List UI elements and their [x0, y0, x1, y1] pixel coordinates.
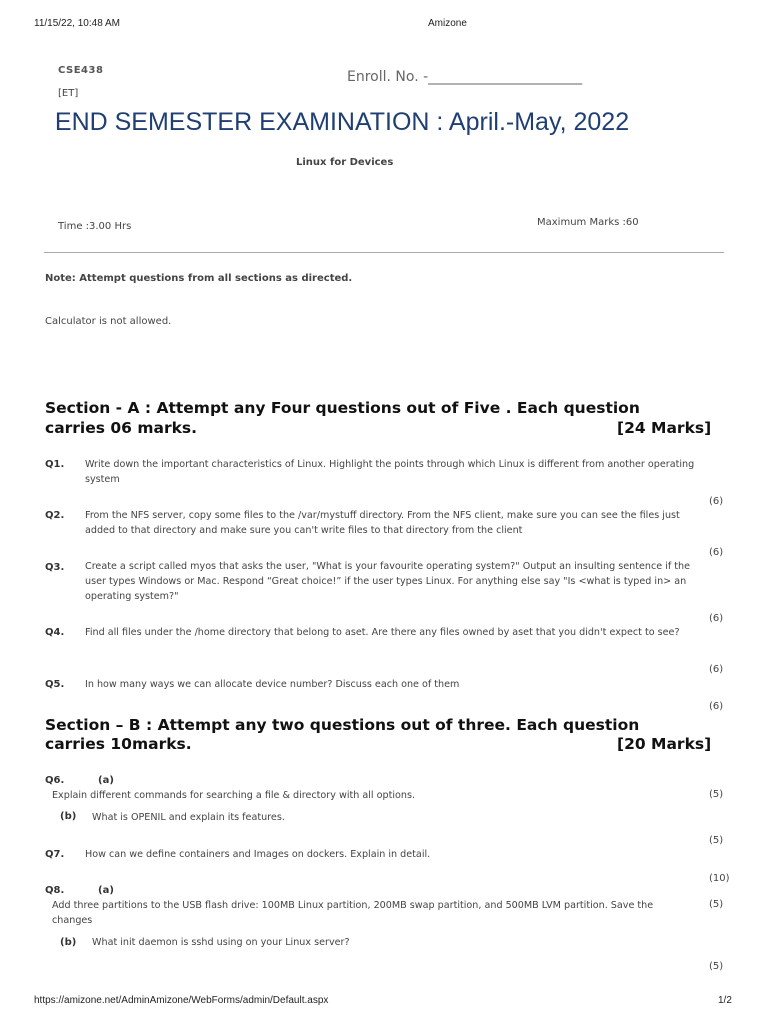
question-marks: (6): [709, 613, 724, 624]
exam-tag: [ET]: [58, 88, 79, 99]
section-b-heading-cont: carries 10marks.: [45, 735, 192, 753]
question-marks: (5): [709, 961, 724, 972]
question-marks: (6): [709, 664, 724, 675]
question-text: Add three partitions to the USB flash drive: 100MB Linux partition, 200MB swap partition, and 500MB LVM partition. Save the changes: [52, 900, 654, 926]
question-text: In how many ways we can allocate device number? Discuss each one of them: [85, 679, 460, 690]
question-text: How can we define containers and Images on dockers. Explain in detail.: [85, 849, 431, 860]
question-text: What init daemon is sshd using on your Linux server?: [92, 937, 350, 948]
print-page-title: Amizone: [428, 18, 467, 29]
course-code: CSE438: [58, 65, 104, 76]
question-marks: (6): [709, 547, 724, 558]
question-marks: (6): [709, 701, 724, 712]
question-text: From the NFS server, copy some files to the /var/mystuff directory. From the NFS client, make sure you can see the files just added to that directory and make sure you can't write files to that directory from the client: [85, 510, 680, 536]
subpart-label: (b): [60, 937, 77, 948]
question-text: Explain different commands for searching a file & directory with all options.: [52, 790, 416, 801]
exam-note: Note: Attempt questions from all sections as directed.: [45, 273, 353, 284]
question-number: Q6.: [45, 775, 65, 786]
subpart-label: (a): [98, 775, 114, 786]
section-a-heading: Section - A : Attempt any Four questions out of Five . Each question: [45, 399, 640, 417]
question-number: Q5.: [45, 679, 65, 690]
section-a-total: [24 Marks]: [617, 419, 712, 437]
question-text: Find all files under the /home directory that belong to aset. Are there any files owned by aset that you didn't expect to see?: [85, 627, 680, 638]
subpart-label: (a): [98, 885, 114, 896]
question-text: Create a script called myos that asks the user, "What is your favourite operating system?" Output an insulting sentence if the user types Windows or Mac. Respond “Great choice!” if the user types Linux. For anything else say "Is <what is typed in> an operating system?": [85, 561, 691, 602]
section-a-heading-cont: carries 06 marks.: [45, 419, 198, 437]
question-number: Q3.: [45, 562, 65, 573]
question-number: Q7.: [45, 849, 65, 860]
question-number: Q2.: [45, 510, 65, 521]
question-text: Write down the important characteristics of Linux. Highlight the points through which Linux is different from another operating system: [85, 459, 695, 485]
section-b-total: [20 Marks]: [617, 735, 712, 753]
question-number: Q4.: [45, 627, 65, 638]
header-divider: [44, 252, 724, 253]
question-marks: (5): [709, 789, 724, 800]
subpart-label: (b): [60, 811, 77, 822]
print-datetime: 11/15/22, 10:48 AM: [34, 18, 120, 29]
print-page-number: 1/2: [718, 995, 732, 1006]
print-footer-url[interactable]: https://amizone.net/AdminAmizone/WebForms/admin/Default.aspx: [34, 995, 329, 1006]
question-marks: (5): [709, 835, 724, 846]
question-number: Q1.: [45, 459, 65, 470]
enroll-number-field: Enroll. No. -______________________: [347, 69, 583, 85]
exam-title: END SEMESTER EXAMINATION : April.-May, 2022: [54, 108, 630, 136]
question-marks: (5): [709, 899, 724, 910]
question-text: What is OPENIL and explain its features.: [92, 812, 285, 823]
question-marks: (10): [709, 873, 730, 884]
max-marks: Maximum Marks :60: [537, 217, 639, 228]
question-number: Q8.: [45, 885, 65, 896]
section-b-heading: Section – B : Attempt any two questions out of three. Each question: [45, 716, 640, 734]
question-marks: (6): [709, 496, 724, 507]
subject-name: Linux for Devices: [296, 157, 394, 168]
calculator-note: Calculator is not allowed.: [45, 316, 172, 327]
exam-time: Time :3.00 Hrs: [58, 221, 132, 232]
